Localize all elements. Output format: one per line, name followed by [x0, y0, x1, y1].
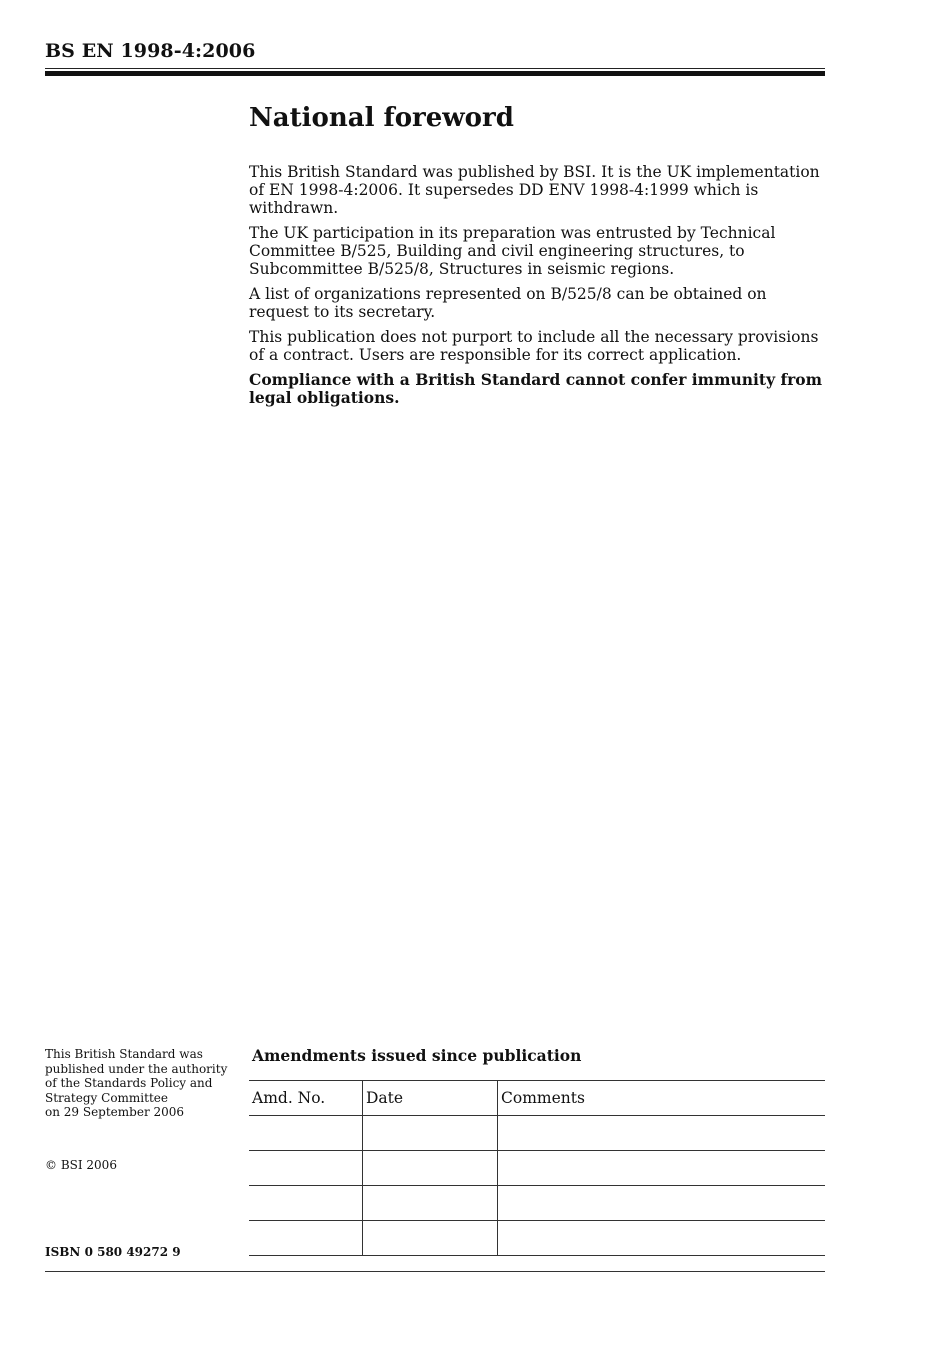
amd-no-cell — [249, 1116, 363, 1151]
paragraph-organizations: A list of organizations represented on B/525/8 can be obtained on request to its secretary. — [249, 285, 767, 321]
column-header-amd-no: Amd. No. — [249, 1081, 363, 1116]
authority-line: Strategy Committee — [45, 1090, 168, 1105]
comments-cell — [498, 1151, 826, 1186]
authority-line: This British Standard was — [45, 1047, 203, 1061]
amendments-header-row — [249, 1081, 825, 1116]
paragraph-provisions: This publication does not purport to include all the necessary provisions of a contract. Users are responsible for its correct application. — [249, 328, 819, 364]
header-thick-rule — [45, 71, 825, 76]
table-row — [249, 1221, 825, 1256]
column-header-comments: Comments — [498, 1081, 826, 1116]
amd-no-cell — [249, 1221, 363, 1256]
amendments-title: Amendments issued since publication — [252, 1046, 582, 1065]
column-header-date: Date — [363, 1081, 498, 1116]
authority-line: on 29 September 2006 — [45, 1105, 185, 1120]
date-cell — [363, 1151, 498, 1186]
foreword-body — [249, 101, 825, 414]
table-row — [249, 1151, 825, 1186]
amendments-table — [249, 1080, 825, 1256]
isbn: ISBN 0 580 49272 9 — [45, 1245, 181, 1259]
comments-cell — [498, 1116, 826, 1151]
compliance-disclaimer: Compliance with a British Standard cannot confer immunity from legal obligations. — [249, 370, 823, 407]
comments-cell — [498, 1221, 826, 1256]
date-cell — [363, 1116, 498, 1151]
footer-rule — [45, 1271, 825, 1272]
paragraph-participation: The UK participation in its preparation was entrusted by Technical Committee B/525, Building and civil engineering structures, to Subcommittee B/525/8, Structures in seismic regions. — [249, 224, 776, 278]
comments-cell — [498, 1186, 826, 1221]
header-thin-rule — [45, 68, 825, 69]
amd-no-cell — [249, 1151, 363, 1186]
page-title: National foreword — [249, 103, 514, 133]
copyright-notice: © BSI 2006 — [45, 1158, 117, 1172]
amd-no-cell — [249, 1186, 363, 1221]
date-cell — [363, 1221, 498, 1256]
date-cell — [363, 1186, 498, 1221]
publication-authority-note — [45, 1047, 230, 1120]
paragraph-publication: This British Standard was published by BSI. It is the UK implementation of EN 1998-4:2006. It supersedes DD ENV 1998-4:1999 which is withdrawn. — [249, 163, 820, 217]
authority-line: published under the authority — [45, 1061, 228, 1076]
table-row — [249, 1116, 825, 1151]
authority-line: of the Standards Policy and — [45, 1076, 213, 1091]
table-row — [249, 1186, 825, 1221]
standard-id: BS EN 1998-4:2006 — [45, 40, 256, 62]
